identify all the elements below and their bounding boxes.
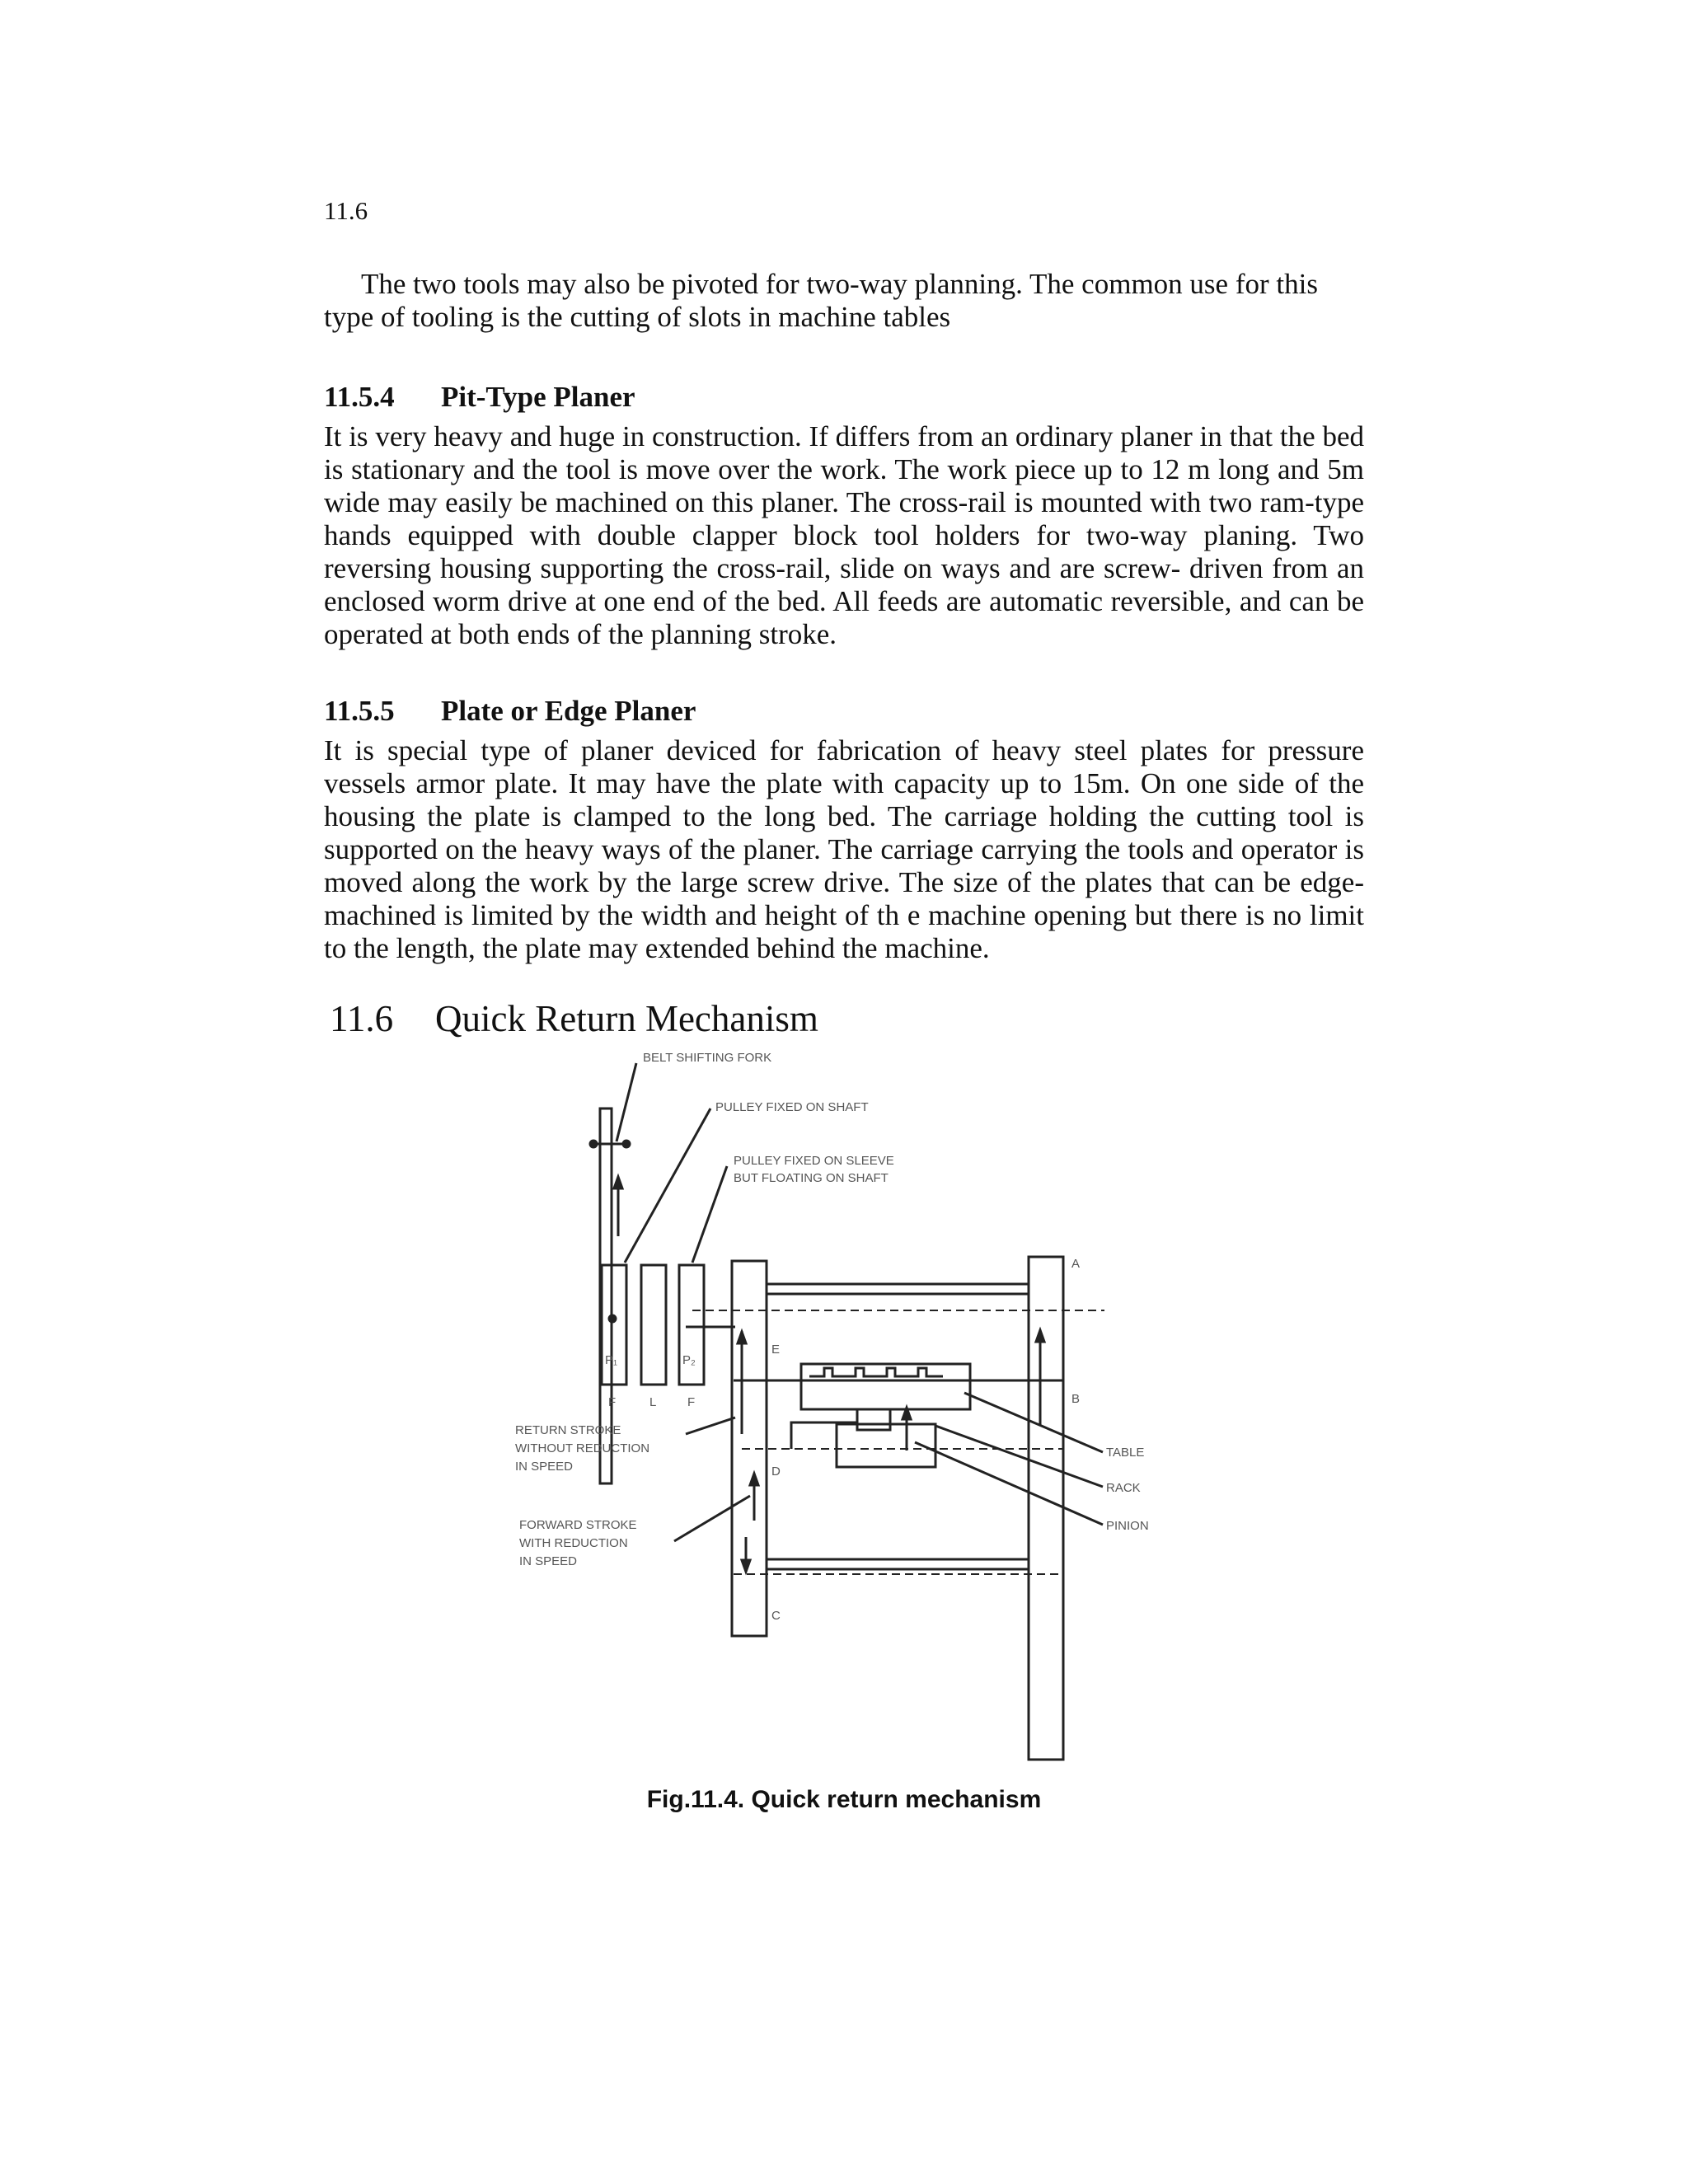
label-belt-fork: BELT SHIFTING FORK	[643, 1051, 772, 1065]
section-number: 11.6	[330, 998, 394, 1039]
section-title: Pit-Type Planer	[441, 381, 635, 413]
fork-knob-left	[590, 1141, 597, 1147]
label-return-2: WITHOUT REDUCTION	[515, 1441, 650, 1455]
intro-paragraph: The two tools may also be pivoted for two-way planning. The common use for this type of tooling is the cutting of slots in machine tables	[324, 268, 1318, 333]
section-heading-pit-type-planer	[324, 381, 635, 414]
quick-return-mechanism-figure	[495, 1047, 1170, 1768]
leader-pulley-sleeve	[692, 1166, 727, 1263]
figure-caption: Fig.11.4. Quick return mechanism	[646, 1786, 1042, 1813]
section-number: 11.5.4	[324, 381, 395, 413]
label-pulley-sleeve-1: PULLEY FIXED ON SLEEVE	[734, 1154, 894, 1168]
label-c: C	[771, 1609, 781, 1623]
label-f2: F	[687, 1395, 696, 1409]
label-f1: F	[608, 1395, 617, 1409]
label-a: A	[1071, 1257, 1081, 1271]
label-pulley-shaft: PULLEY FIXED ON SHAFT	[715, 1100, 869, 1114]
quick-return-diagram	[495, 1047, 1170, 1764]
label-forward-2: WITH REDUCTION	[519, 1536, 628, 1550]
table-slots	[809, 1368, 943, 1376]
rack	[857, 1409, 890, 1430]
label-e: E	[771, 1343, 781, 1357]
label-l: L	[649, 1395, 657, 1409]
fork-knob-right	[623, 1141, 630, 1147]
section-number: 11.5.5	[324, 695, 395, 727]
section-heading-plate-edge-planer	[324, 695, 696, 728]
pit-type-planer-paragraph: It is very heavy and huge in construction. If differs from an ordinary planer in that the bed is stationary and the tool is move over the work. The work piece up to 12 m long and 5m wide may easily be machined on this planer. The cross-rail is mounted with two ram-type hands equipped with double clapper block tool holders for two-way planing. Two reversing housing supporting the cross-rail, slide on ways and are screw- driven from an enclosed worm drive at one end of the bed. All feeds are automatic reversible, and can be operated at both ends of the planning stroke.	[324, 420, 1364, 650]
label-p2: P₂	[682, 1353, 696, 1367]
section-title: Quick Return Mechanism	[435, 998, 818, 1039]
label-pulley-sleeve-2: BUT FLOATING ON SHAFT	[734, 1171, 889, 1185]
label-table: TABLE	[1106, 1446, 1145, 1460]
section-heading-quick-return	[330, 997, 818, 1040]
leader-belt-fork	[617, 1063, 636, 1141]
leader-forward	[674, 1496, 750, 1541]
label-forward-3: IN SPEED	[519, 1554, 578, 1568]
section-title: Plate or Edge Planer	[441, 695, 696, 727]
fork-arrowhead	[614, 1177, 622, 1188]
leader-pulley-shaft	[625, 1108, 710, 1263]
down-arrowhead	[742, 1560, 750, 1572]
label-return-3: IN SPEED	[515, 1460, 574, 1474]
label-return-1: RETURN STROKE	[515, 1423, 621, 1437]
rack-link	[791, 1422, 857, 1449]
pulley-shaft-dot	[609, 1315, 616, 1322]
forward-arrowhead	[750, 1474, 758, 1485]
leader-rack	[935, 1426, 1103, 1487]
label-b: B	[1071, 1392, 1081, 1406]
label-rack: RACK	[1106, 1481, 1141, 1495]
leader-return	[686, 1418, 735, 1434]
pulley-loose	[641, 1265, 666, 1385]
label-d: D	[771, 1465, 781, 1479]
return-arrowhead	[738, 1332, 746, 1343]
right-arrowhead	[1036, 1330, 1044, 1342]
page-number: 11.6	[324, 196, 368, 225]
label-pinion: PINION	[1106, 1519, 1149, 1533]
housing-right	[1029, 1257, 1063, 1760]
label-forward-1: FORWARD STROKE	[519, 1518, 637, 1532]
label-p1: P₁	[605, 1353, 618, 1367]
leader-pinion	[915, 1442, 1103, 1525]
plate-edge-planer-paragraph: It is special type of planer deviced for fabrication of heavy steel plates for pressure vessels armor plate. It may have the plate with capacity up to 15m. On one side of the housing the plate is clamped to the long bed. The carriage holding the cutting tool is supported on the heavy ways of the planer. The carriage carrying the tools and operator is moved along the work by the large screw drive. The size of the plates that can be edge-machined is limited by the width and height of th e machine opening but there is no limit to the length, the plate may extended behind the machine.	[324, 734, 1364, 964]
